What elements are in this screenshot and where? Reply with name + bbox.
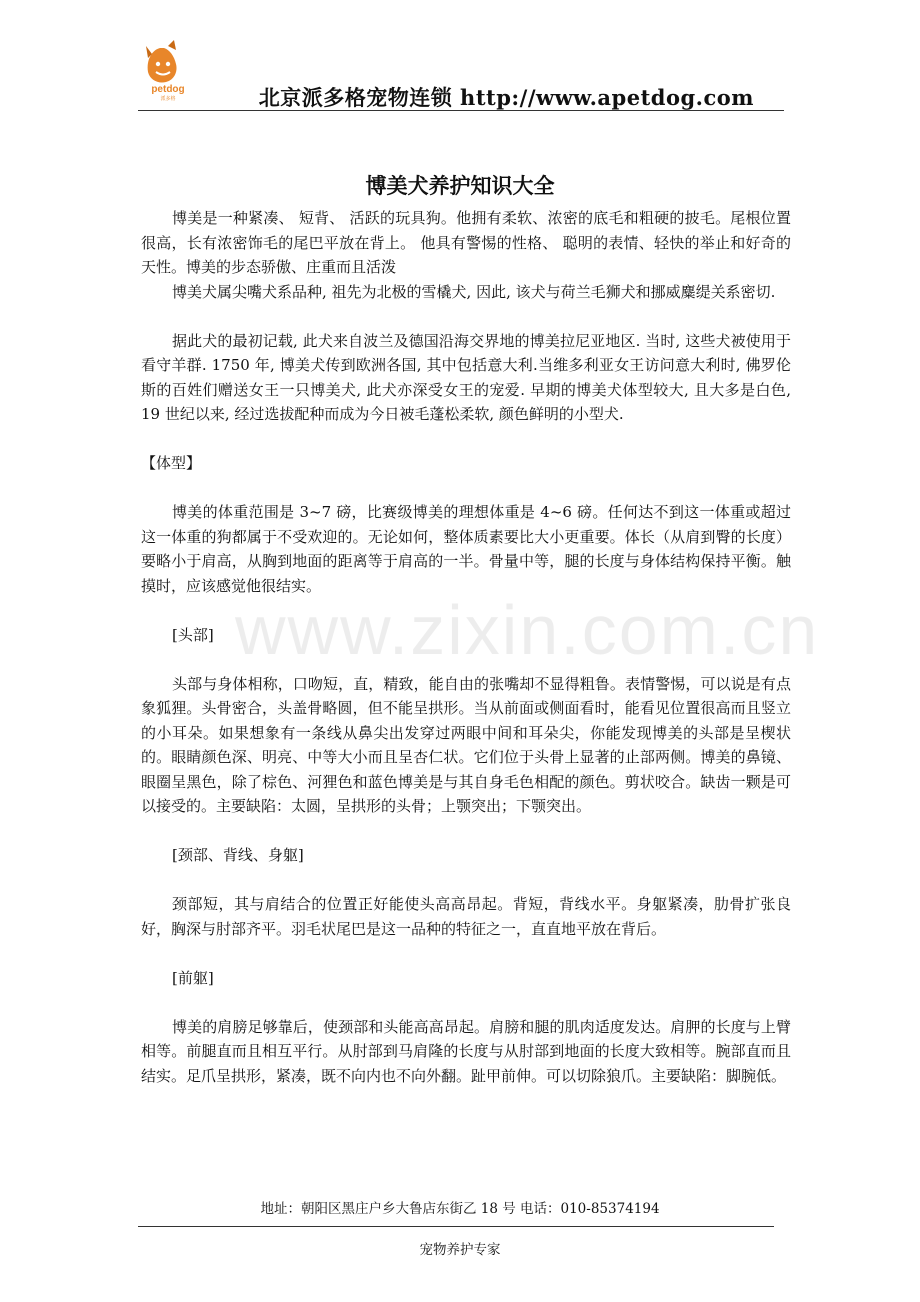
header-rule: [138, 110, 784, 111]
petdog-logo: [138, 40, 198, 102]
logo-text: petdog: [151, 84, 185, 95]
site-title: 北京派多格宠物连锁 http://www.apetdog.com: [258, 85, 754, 110]
document-title: 博美犬养护知识大全: [365, 173, 555, 198]
intro-paragraph-2: 博美犬属尖嘴犬系品种, 祖先为北极的雪橇犬, 因此, 该犬与荷兰毛狮犬和挪威麋缇关系密切.: [172, 282, 776, 301]
head-paragraph: 头部与身体相称，口吻短，直，精致，能自由的张嘴却不显得粗鲁。表情警惕，可以说是有点象狐狸。头骨密合，头盖骨略圆，但不能呈拱形。当从前面或侧面看时，能看见位置很高而且竖立的小耳朵。如果想象有一条线从鼻尖出发穿过两眼中间和耳朵尖，你能发现博美的头部是呈楔状的。眼睛颜色深、明亮、中等大小而且呈杏仁状。它们位于头骨上显著的止部两侧。博美的鼻镜、眼圈呈黑色，除了棕色、河狸色和蓝色博美是与其自身毛色相配的颜色。剪状咬合。缺齿一颗是可以接受的。主要缺陷：太圆，呈拱形的头骨；上颚突出；下颚突出。: [141, 674, 791, 815]
page-header: [138, 40, 784, 112]
watermark: www.zixin.com.cn: [235, 591, 820, 669]
footer-address: 地址：朝阳区黑庄户乡大鲁店东街乙 18 号 电话：010-85374194: [260, 1201, 660, 1217]
dog-logo-icon: [138, 40, 198, 102]
document-body: [141, 206, 791, 1088]
neck-paragraph: 颈部短，其与肩结合的位置正好能使头高高昂起。背短，背线水平。身躯紧凑，肋骨扩张良好，胸深与肘部齐平。羽毛状尾巴是这一品种的特征之一，直直地平放在背后。: [141, 895, 791, 938]
section-heading-body-type: 【体型】: [141, 454, 202, 472]
body-type-paragraph: 博美的体重范围是 3~7 磅，比赛级博美的理想体重是 4~6 磅。任何达不到这一体重或超过这一体重的狗都属于不受欢迎的。无论如何，整体质素要比大小更重要。体长（从肩到臀的长度）要略小于肩高，从胸到地面的距离等于肩高的一半。骨量中等，腿的长度与身体结构保持平衡。触摸时，应该感觉他很结实。: [141, 503, 791, 595]
section-heading-forequarters: [前躯]: [172, 968, 214, 987]
history-paragraph: 据此犬的最初记载, 此犬来自波兰及德国沿海交界地的博美拉尼亚地区. 当时, 这些犬被使用于看守羊群. 1750 年, 博美犬传到欧洲各国, 其中包括意大利.当维多利亚女王访问意大利时, 佛罗伦斯的百姓们赠送女王一只博美犬, 此犬亦深受女王的宠爱. 早期的博美犬体型较大, 且大多是白色, 19 世纪以来, 经过选拔配种而成为今日被毛蓬松柔软, 颜色鲜明的小型犬.: [141, 331, 791, 423]
section-heading-head: [头部]: [172, 625, 214, 644]
intro-paragraph-1: 博美是一种紧凑、 短背、 活跃的玩具狗。他拥有柔软、浓密的底毛和粗硬的披毛。尾根位置很高，长有浓密饰毛的尾巴平放在背上。 他具有警惕的性格、 聪明的表情、轻快的举止和好奇的天性。博美的步态骄傲、庄重而且活泼: [141, 209, 791, 276]
logo-subtext: 派多格: [160, 96, 176, 102]
footer-rule: [138, 1226, 774, 1227]
footer-slogan: 宠物养护专家: [419, 1242, 501, 1258]
forequarters-paragraph: 博美的肩膀足够靠后，使颈部和头能高高昂起。肩膀和腿的肌肉适度发达。肩胛的长度与上臂相等。前腿直而且相互平行。从肘部到马肩隆的长度与从肘部到地面的长度大致相等。腕部直而且结实。足爪呈拱形，紧凑，既不向内也不向外翻。趾甲前伸。可以切除狼爪。主要缺陷：脚腕低。: [141, 1017, 791, 1085]
section-heading-neck: [颈部、背线、身躯]: [172, 846, 304, 864]
